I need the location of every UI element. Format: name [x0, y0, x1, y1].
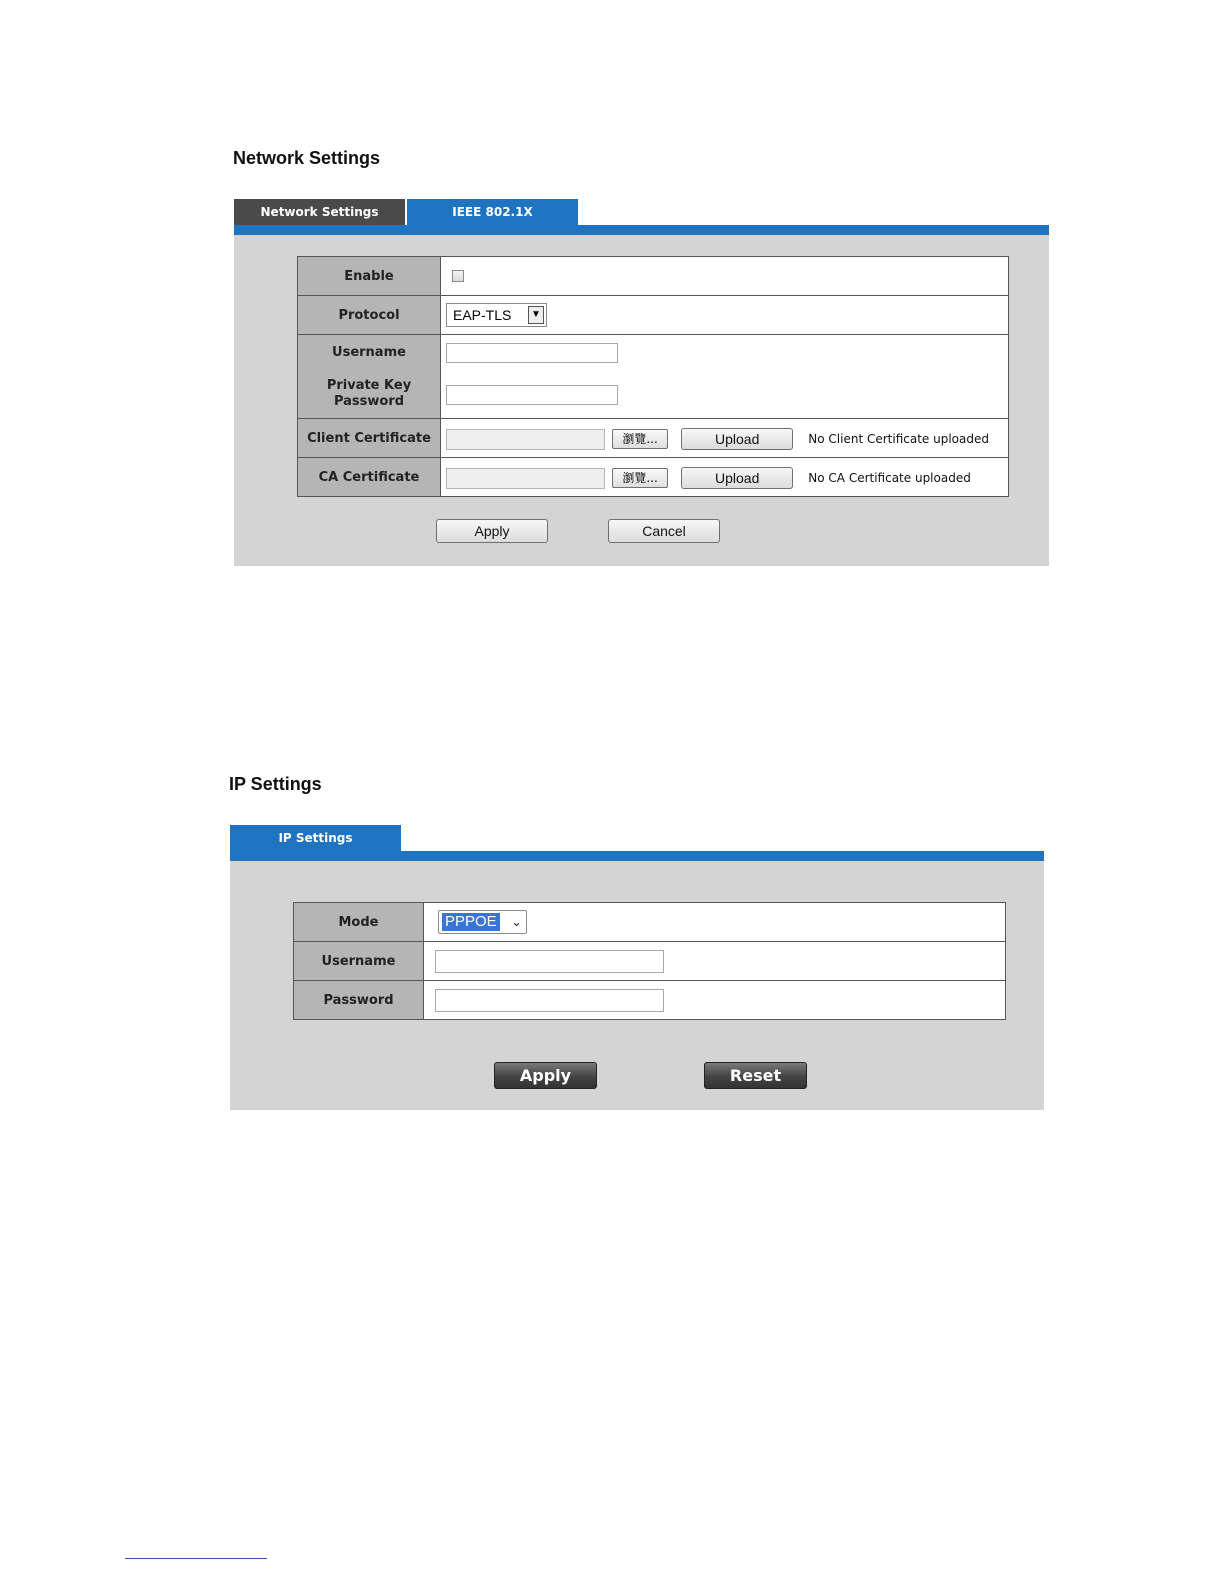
- ip-apply-button[interactable]: Apply: [494, 1062, 597, 1089]
- ca-certificate-status: No CA Certificate uploaded: [808, 471, 971, 485]
- ip-settings-form: [293, 902, 1006, 1020]
- credentials-cell: [441, 335, 1009, 419]
- ca-certificate-upload-button[interactable]: Upload: [681, 467, 793, 489]
- ip-username-label: Username: [294, 942, 424, 981]
- client-certificate-cell: [441, 419, 1009, 458]
- mode-label: Mode: [294, 903, 424, 942]
- private-key-label-line1: Private Key: [326, 378, 412, 393]
- ip-password-cell: [424, 981, 1006, 1020]
- tab-strip: [230, 851, 1044, 861]
- tab-strip: [234, 225, 1049, 235]
- protocol-cell: [441, 296, 1009, 335]
- ip-settings-title: IP Settings: [229, 774, 322, 794]
- username-input[interactable]: [446, 343, 618, 363]
- ca-certificate-cell: [441, 458, 1009, 497]
- network-apply-button[interactable]: Apply: [436, 519, 548, 543]
- chevron-down-icon[interactable]: ▼: [528, 306, 544, 324]
- ip-username-cell: [424, 942, 1006, 981]
- tab-network-settings[interactable]: Network Settings: [234, 199, 405, 226]
- private-key-password-input[interactable]: [446, 385, 618, 405]
- protocol-select-value: EAP-TLS: [453, 307, 512, 323]
- footnote-divider: [125, 1558, 267, 1559]
- tab-ip-settings[interactable]: IP Settings: [230, 825, 401, 852]
- tab-ieee-8021x[interactable]: IEEE 802.1X: [407, 199, 578, 226]
- client-certificate-upload-button[interactable]: Upload: [681, 428, 793, 450]
- enable-label: Enable: [298, 257, 441, 296]
- client-certificate-label: Client Certificate: [298, 419, 441, 458]
- mode-cell: [424, 903, 1006, 942]
- ieee-8021x-form: [297, 256, 1009, 497]
- chevron-down-icon[interactable]: ⌄: [511, 914, 522, 929]
- ip-reset-button[interactable]: Reset: [704, 1062, 807, 1089]
- username-label: Username: [332, 345, 406, 360]
- protocol-label: Protocol: [298, 296, 441, 335]
- mode-select-value: PPPOE: [442, 913, 500, 931]
- ip-username-input[interactable]: [435, 950, 664, 973]
- ca-certificate-browse-button[interactable]: 瀏覽...: [612, 468, 668, 488]
- protocol-select[interactable]: [446, 303, 547, 327]
- credentials-label-cell: [298, 335, 441, 419]
- ca-certificate-label: CA Certificate: [298, 458, 441, 497]
- client-certificate-file-input[interactable]: [446, 429, 605, 450]
- ca-certificate-file-input[interactable]: [446, 468, 605, 489]
- network-cancel-button[interactable]: Cancel: [608, 519, 720, 543]
- client-certificate-browse-button[interactable]: 瀏覽...: [612, 429, 668, 449]
- enable-cell: [441, 257, 1009, 296]
- mode-select[interactable]: [438, 910, 527, 934]
- ip-password-input[interactable]: [435, 989, 664, 1012]
- private-key-label-line2: Password: [333, 394, 405, 409]
- enable-checkbox[interactable]: [452, 270, 464, 282]
- ip-password-label: Password: [294, 981, 424, 1020]
- network-settings-title: Network Settings: [233, 148, 381, 168]
- client-certificate-status: No Client Certificate uploaded: [808, 432, 989, 446]
